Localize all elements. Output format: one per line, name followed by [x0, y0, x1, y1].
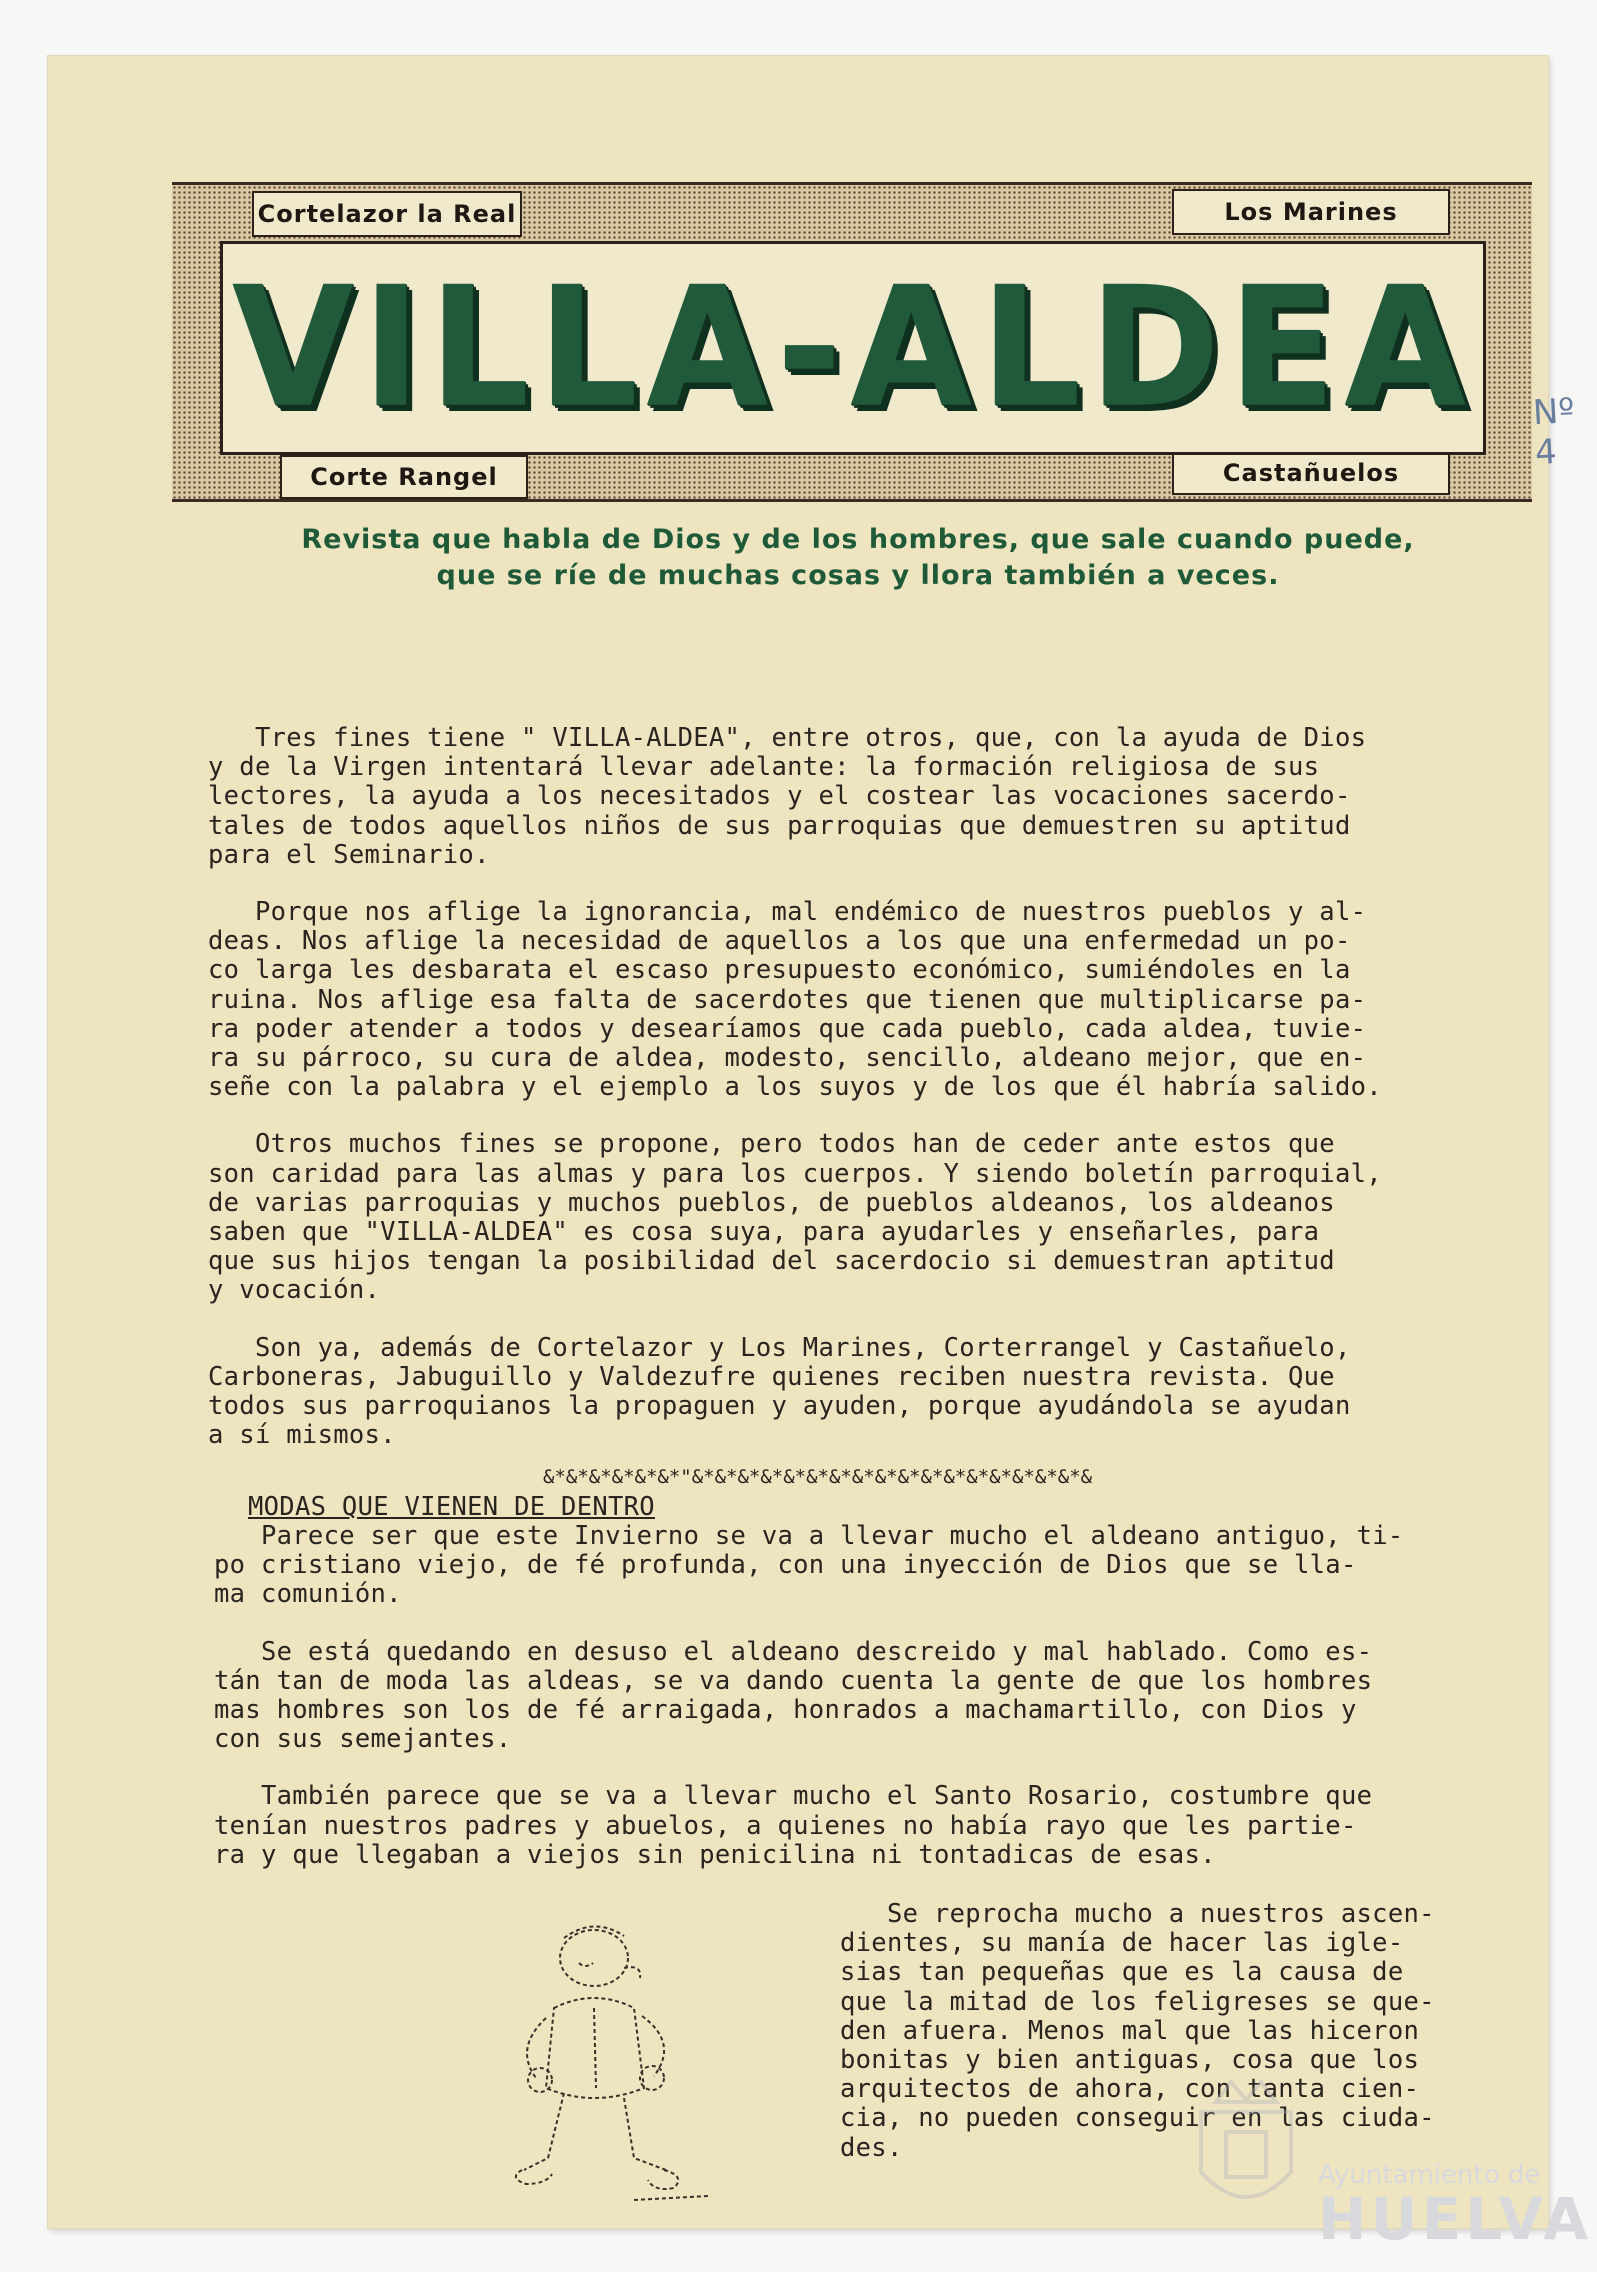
text-line: señe con la palabra y el ejemplo a los suyos y de los que él habría salido.	[208, 1072, 1382, 1103]
tagline	[158, 522, 1558, 594]
text-line: con sus semejantes.	[214, 1724, 512, 1755]
text-line: que la mitad de los feligreses se que-	[840, 1986, 1435, 2017]
text-line: y vocación.	[208, 1275, 381, 1306]
side-column-text	[840, 1900, 1520, 2163]
city-seal-watermark-icon	[1186, 2072, 1306, 2222]
text-line: Parece ser que este Invierno se va a llevar mucho el aldeano antiguo, ti-	[214, 1521, 1404, 1551]
paragraph	[214, 1522, 1534, 1610]
masthead-label-bottom-left: Corte Rangel	[280, 455, 528, 499]
masthead-label-bottom-right: Castañuelos	[1172, 451, 1450, 495]
paragraph	[214, 1638, 1534, 1755]
section-text	[214, 1522, 1534, 1898]
text-line: Se está quedando en desuso el aldeano descreido y mal hablado. Como es-	[214, 1636, 1373, 1667]
watermark-line-2: HUELVA	[1318, 2185, 1593, 2253]
text-line: cia, no pueden conseguir en las ciuda-	[840, 2103, 1435, 2134]
text-line: des.	[840, 2132, 903, 2163]
text-line: lectores, la ayuda a los necesitados y el costear las vocaciones sacerdo-	[208, 781, 1351, 812]
sketch-figure-illustration	[484, 1908, 714, 2208]
text-line: dientes, su manía de hacer las igle-	[840, 1928, 1404, 1959]
text-line: deas. Nos aflige la necesidad de aquellos a los que una enfermedad un po-	[208, 926, 1351, 957]
text-line: co larga les desbarata el escaso presupuesto económico, sumiéndoles en la	[208, 955, 1351, 986]
text-line: tales de todos aquellos niños de sus parroquias que demuestren su aptitud	[208, 810, 1351, 841]
text-line: ra su párroco, su cura de aldea, modesto, sencillo, aldeano mejor, que en-	[208, 1043, 1367, 1074]
text-line: Tres fines tiene " VILLA-ALDEA", entre otros, que, con la ayuda de Dios	[208, 723, 1367, 753]
text-line: que sus hijos tengan la posibilidad del sacerdocio si demuestran aptitud	[208, 1246, 1335, 1277]
text-line: de varias parroquias y muchos pueblos, de pueblos aldeanos, los aldeanos	[208, 1187, 1335, 1218]
text-line: y de la Virgen intentará llevar adelante: la formación religiosa de sus	[208, 752, 1320, 783]
text-line: tán tan de moda las aldeas, se va dando cuenta la gente de que los hombres	[214, 1665, 1373, 1696]
text-line: den afuera. Menos mal que las hiceron	[840, 2015, 1420, 2046]
paragraph	[208, 724, 1508, 870]
tagline-line-2: que se ríe de muchas cosas y llora también a veces.	[436, 560, 1280, 591]
masthead-label-top-left: Cortelazor la Real	[252, 191, 522, 237]
masthead-label-top-right: Los Marines	[1172, 189, 1450, 235]
masthead-title: VILLA-ALDEA	[231, 251, 1475, 445]
text-line: sias tan pequeñas que es la causa de	[840, 1957, 1404, 1988]
section-title: MODAS QUE VIENEN DE DENTRO	[248, 1492, 655, 1522]
text-line: saben que "VILLA-ALDEA" es cosa suya, para ayudarles y enseñarles, para	[208, 1217, 1320, 1248]
text-line: Porque nos aflige la ignorancia, mal endémico de nuestros pueblos y al-	[208, 897, 1367, 928]
watermark-line-1: Ayuntamiento de	[1318, 2160, 1541, 2190]
masthead	[172, 182, 1532, 502]
archive-watermark	[1318, 2160, 1593, 2253]
paragraph	[214, 1782, 1534, 1870]
text-line: tenían nuestros padres y abuelos, a quienes no había rayo que les partie-	[214, 1810, 1357, 1841]
paragraph	[208, 1334, 1508, 1451]
text-line: ruina. Nos aflige esa falta de sacerdotes que tienen que multiplicarse pa-	[208, 984, 1367, 1015]
text-line: Otros muchos fines se propone, pero todos han de ceder ante estos que	[208, 1129, 1335, 1160]
newsletter-page	[48, 56, 1576, 2228]
text-line: todos sus parroquianos la propaguen y ayuden, porque ayudándola se ayudan	[208, 1391, 1351, 1422]
paragraph	[208, 1130, 1508, 1305]
text-line: ra poder atender a todos y desearíamos que cada pueblo, cada aldea, tuvie-	[208, 1013, 1367, 1044]
text-line: bonitas y bien antiguas, cosa que los	[840, 2045, 1420, 2076]
text-line: a sí mismos.	[208, 1420, 396, 1451]
text-line: po cristiano viejo, de fé profunda, con una inyección de Dios que se lla-	[214, 1550, 1357, 1581]
paragraph	[208, 898, 1508, 1102]
title-box	[220, 241, 1486, 455]
text-line: Carboneras, Jabuguillo y Valdezufre quienes reciben nuestra revista. Que	[208, 1361, 1335, 1392]
issue-number: Nº 4	[1531, 390, 1576, 474]
text-line: ra y que llegaban a viejos sin penicilina ni tontadicas de esas.	[214, 1839, 1216, 1870]
text-line: mas hombres son los de fé arraigada, honrados a machamartillo, con Dios y	[214, 1695, 1357, 1726]
separator-ornament: &*&*&*&*&*&*"&*&*&*&*&*&*&*&*&*&*&*&*&*&*&*&*&*&	[543, 1466, 1093, 1488]
text-line: para el Seminario.	[208, 839, 490, 870]
text-line: Son ya, además de Cortelazor y Los Marines, Corterrangel y Castañuelo,	[208, 1332, 1351, 1363]
tagline-line-1: Revista que habla de Dios y de los hombres, que sale cuando puede,	[301, 524, 1415, 555]
text-line: Se reprocha mucho a nuestros ascen-	[840, 1899, 1435, 1929]
text-line: son caridad para las almas y para los cuerpos. Y siendo boletín parroquial,	[208, 1158, 1382, 1189]
text-line: También parece que se va a llevar mucho el Santo Rosario, costumbre que	[214, 1781, 1373, 1812]
intro-text	[208, 724, 1508, 1478]
text-line: arquitectos de ahora, con tanta cien-	[840, 2074, 1420, 2105]
text-line: ma comunión.	[214, 1579, 402, 1610]
